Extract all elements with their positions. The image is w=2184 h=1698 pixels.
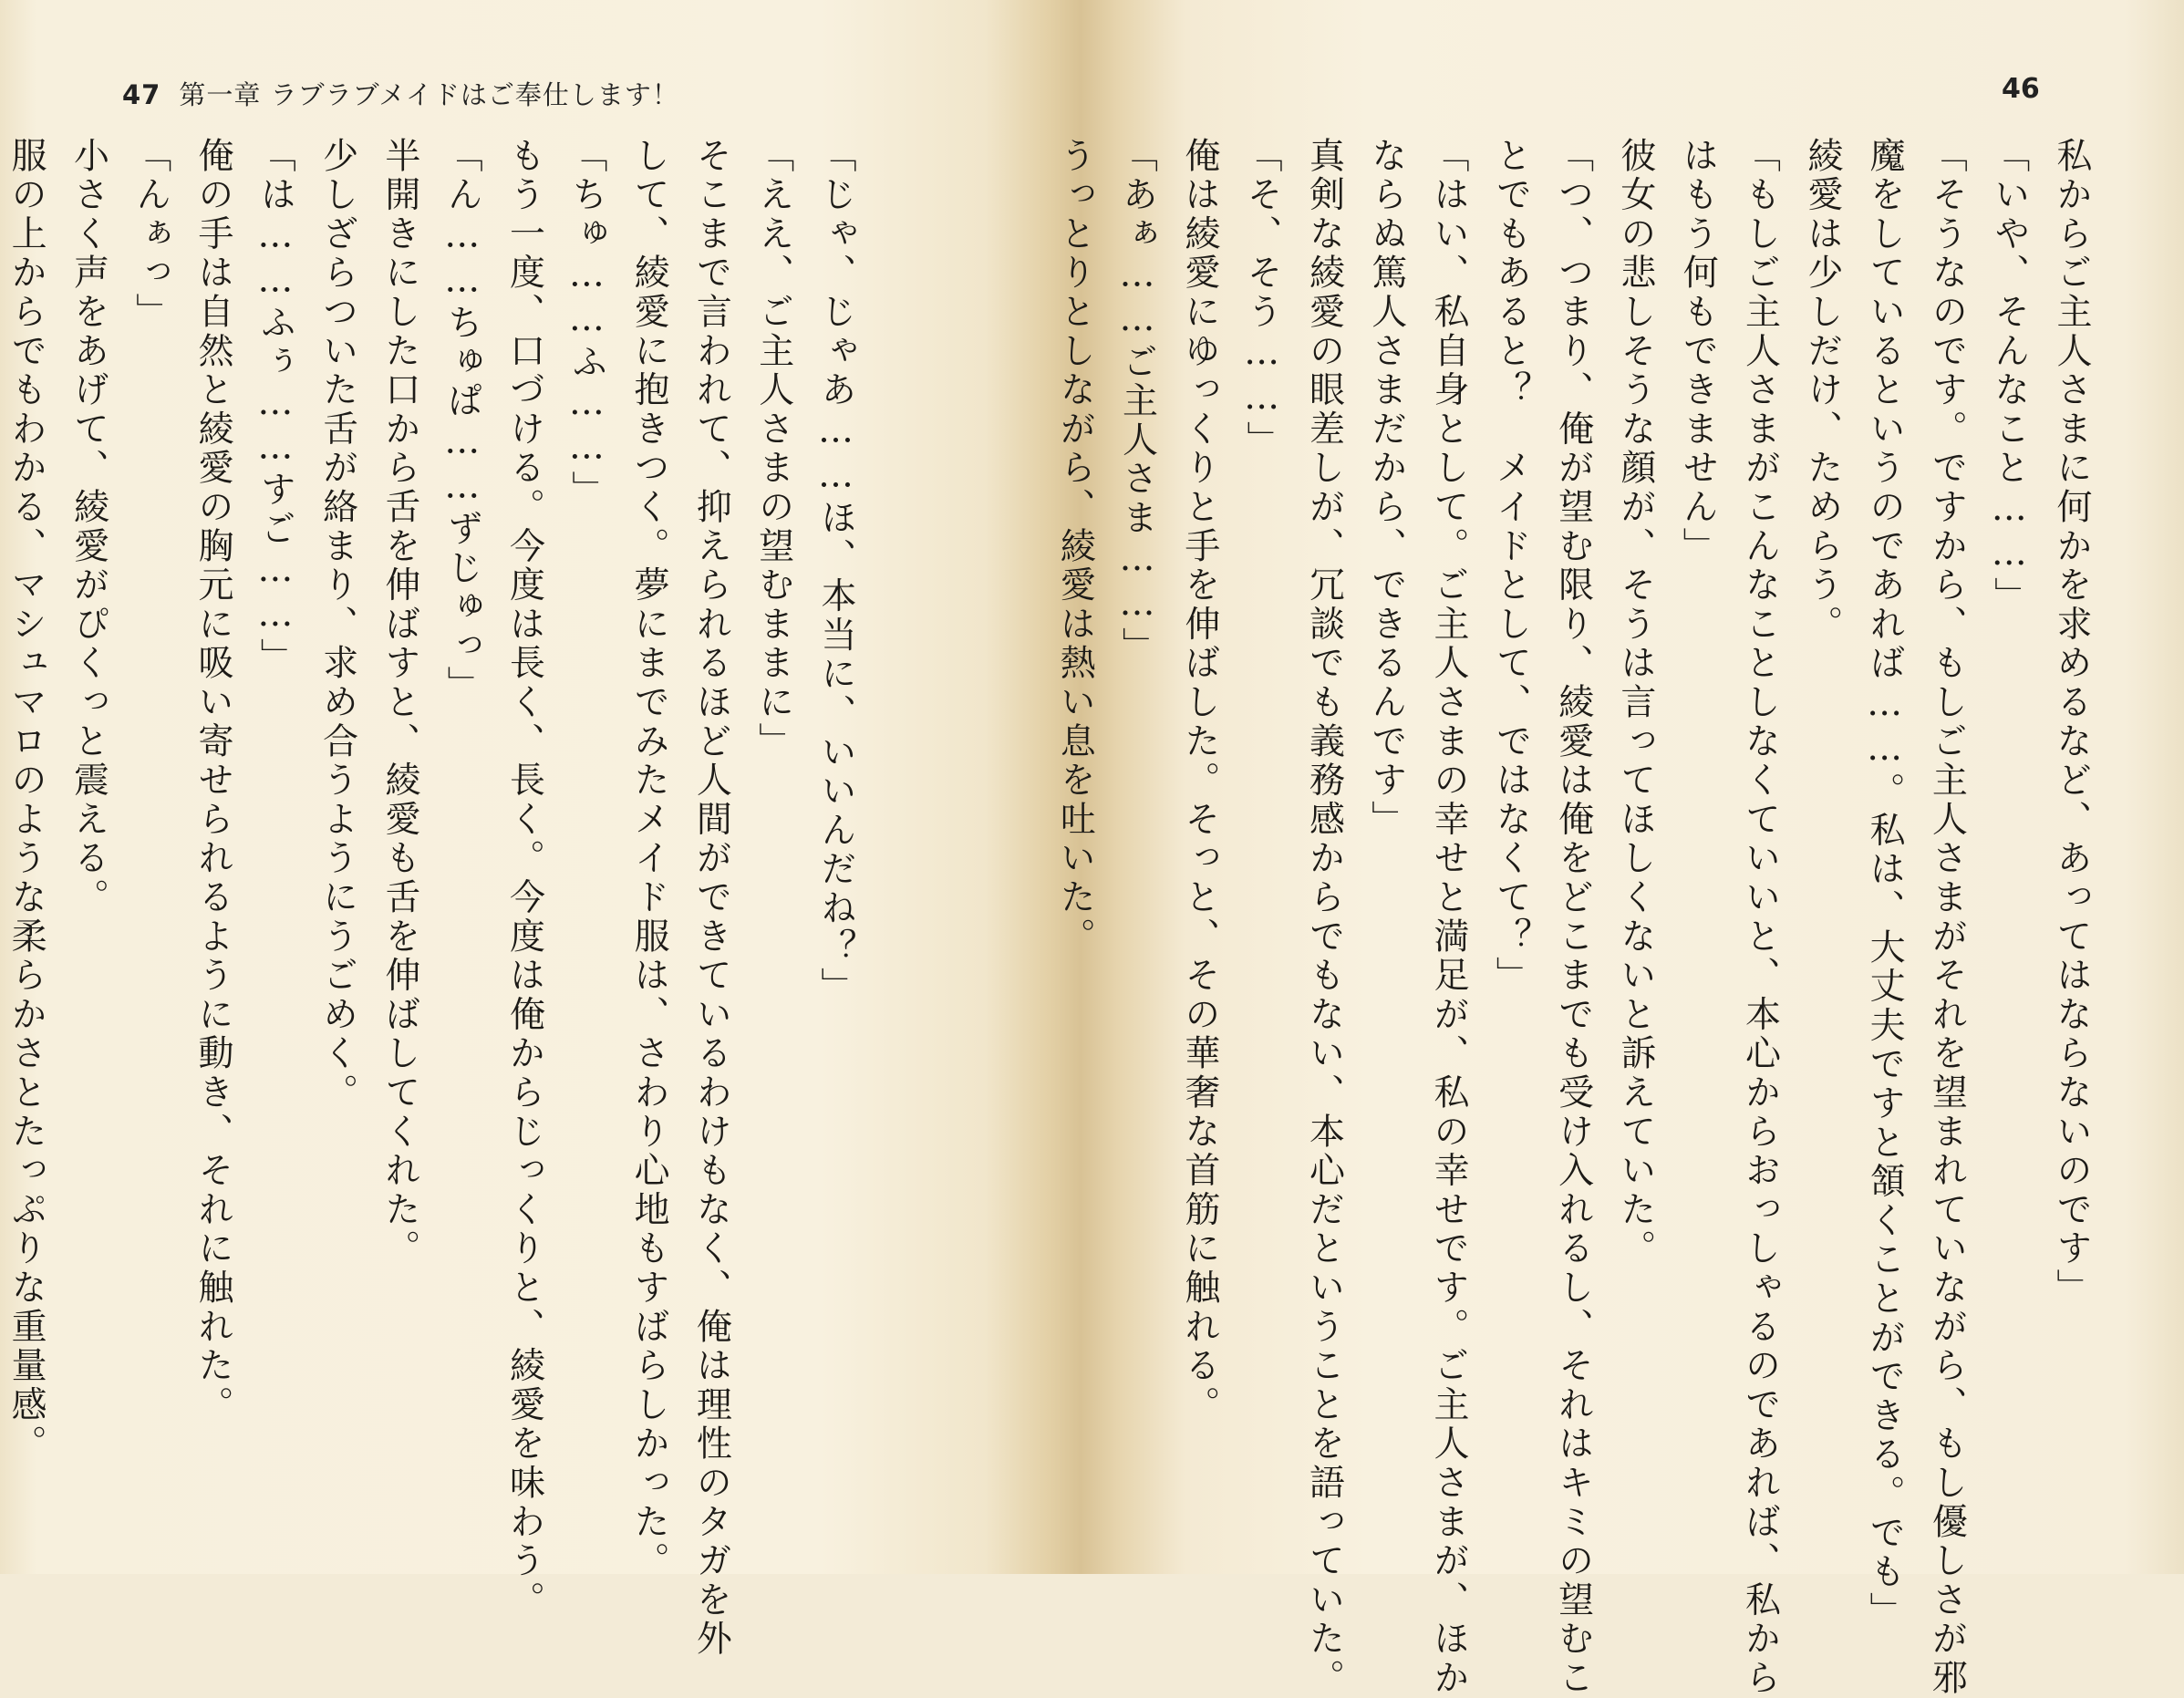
text-line: 「そうなのです。ですから、もしご主人さまがそれを望まれていながら、もし優しさが邪 xyxy=(1926,137,1968,1698)
chapter-title: 第一章 ラブラブメイドはご奉仕します！ xyxy=(179,79,679,110)
left-page-body xyxy=(5,137,866,1660)
text-line: もう一度、口づける。今度は長く、長く。今度は俺からじっくりと、綾愛を味わう。 xyxy=(503,137,545,1620)
page-number-right: 46 xyxy=(2002,73,2040,105)
text-line: 半開きにした口から舌を伸ばすと、綾愛も舌を伸ばしてくれた。 xyxy=(378,137,420,1269)
text-line: 「は……ふぅ……すご……」 xyxy=(254,137,296,678)
text-line: 「ん……ちゅぱ……ずじゅっ」 xyxy=(441,137,483,706)
text-line: 魔をしているというのであれば……。私は、大丈夫ですと頷くことができる。でも」 xyxy=(1864,137,1906,1631)
text-line: 「んぁっ」 xyxy=(129,137,171,332)
running-head xyxy=(122,75,679,112)
left-page xyxy=(0,0,1081,1660)
text-line: とでもあると？ メイドとして、ではなくて？」 xyxy=(1490,137,1532,996)
text-line: うっとりとしながら、綾愛は熱い息を吐いた。 xyxy=(1054,137,1096,957)
text-line: 少しざらついた舌が絡まり、求め合うようにうごめく。 xyxy=(316,137,358,1113)
text-line: 彼女の悲しそうな顔が、そうは言ってほしくないと訴えていた。 xyxy=(1614,137,1656,1269)
text-line: 「はい、私自身として。ご主人さまの幸せと満足が、私の幸せです。ご主人さまが、ほか xyxy=(1428,137,1470,1698)
text-line: 「あぁ……ご主人さま……」 xyxy=(1116,137,1158,667)
right-page xyxy=(1054,0,2184,1698)
text-line: 「そ、そう……」 xyxy=(1241,137,1283,461)
text-line: 服の上からでもわかる、マシュマロのような柔らかさとたっぷりな重量感。 xyxy=(5,137,47,1465)
text-line: そこまで言われて、抑えられるほど人間ができているわけもなく、俺は理性のタガを外 xyxy=(690,137,732,1660)
text-line: ならぬ篤人さまだから、できるんです」 xyxy=(1365,137,1407,840)
right-page-body xyxy=(1054,137,2102,1698)
text-line: 小さく声をあげて、綾愛がぴくっと震える。 xyxy=(67,137,109,917)
text-line: 「つ、つまり、俺が望む限り、綾愛は俺をどこまでも受け入れるし、それはキミの望むこ xyxy=(1552,137,1594,1698)
text-line: 俺の手は自然と綾愛の胸元に吸い寄せられるように動き、それに触れた。 xyxy=(192,137,234,1425)
text-line: 「じゃ、じゃあ……ほ、本当に、いいんだね？」 xyxy=(815,137,856,1007)
text-line: はもう何もできません」 xyxy=(1677,137,1719,566)
text-line: 私からご主人さまに何かを求めるなど、あってはならないのです」 xyxy=(2051,137,2092,1308)
text-line: 「もしご主人さまがこんなことしなくていいと、本心からおっしゃるのであれば、私から xyxy=(1739,137,1781,1698)
page-number-left: 47 xyxy=(122,79,161,110)
text-line: 綾愛は少しだけ、ためらう。 xyxy=(1801,137,1843,645)
text-line: して、綾愛に抱きつく。夢にまでみたメイド服は、さわり心地もすばらしかった。 xyxy=(628,137,670,1581)
text-line: 真剣な綾愛の眼差しが、冗談でも義務感からでもない、本心だということを語っていた。 xyxy=(1303,137,1345,1698)
text-line: 俺は綾愛にゆっくりと手を伸ばした。そっと、その華奢な首筋に触れる。 xyxy=(1178,137,1220,1425)
text-line: 「いや、そんなこと……」 xyxy=(1988,137,2030,616)
text-line: 「ちゅ……ふ……」 xyxy=(565,137,607,511)
text-line: 「ええ、ご主人さまの望むままに」 xyxy=(752,137,794,761)
